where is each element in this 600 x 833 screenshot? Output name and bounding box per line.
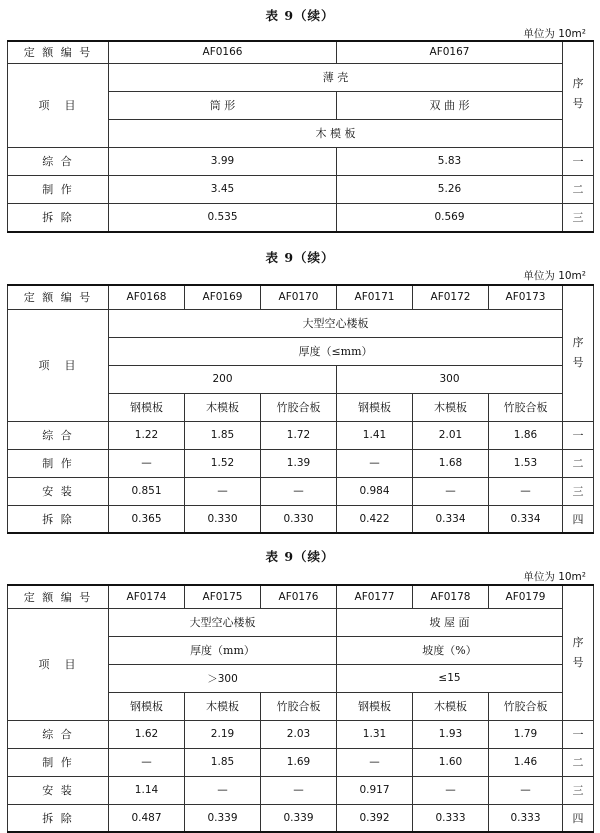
value-cell: 0.330 [261,505,337,533]
header-material: 竹胶合板 [489,692,563,720]
seq-cell: 一 [563,147,594,175]
row-name: 安 装 [8,477,109,505]
header-material: 竹胶合板 [489,393,563,421]
value-cell: 1.62 [109,720,185,748]
row-name: 制 作 [8,175,109,203]
value-cell: 0.334 [413,505,489,533]
value-cell: — [185,477,261,505]
table2 [7,284,594,534]
value-cell: 0.851 [109,477,185,505]
value-cell: 0.392 [337,804,413,832]
code-cell: AF0169 [185,285,261,309]
value-cell: 0.487 [109,804,185,832]
value-cell: 0.917 [337,776,413,804]
header-material: 钢模板 [337,692,413,720]
table3-caption: 表 9（续） [265,549,335,564]
row-name: 综 合 [8,421,109,449]
code-label: 定 额 编 号 [8,585,109,608]
seq-cell: 一 [563,720,594,748]
code-cell: AF0176 [261,585,337,608]
value-cell: — [413,776,489,804]
seq-cell: 四 [563,804,594,832]
value-cell: 1.68 [413,449,489,477]
header-material: 木模板 [413,692,489,720]
seq-cell: 二 [563,175,594,203]
seq-cell: 二 [563,449,594,477]
row-name: 安 装 [8,776,109,804]
value-cell: 1.79 [489,720,563,748]
header-material: 竹胶合板 [261,692,337,720]
value-cell: 0.334 [489,505,563,533]
value-cell: — [337,748,413,776]
row-name: 拆 除 [8,203,109,232]
seq-cell: 四 [563,505,594,533]
value-cell: — [337,449,413,477]
seq-label: 序号 [572,336,584,370]
seq-cell: 二 [563,748,594,776]
seq-cell: 三 [563,477,594,505]
value-cell: 1.31 [337,720,413,748]
code-cell: AF0174 [109,585,185,608]
value-cell: 0.535 [109,203,337,232]
value-cell: 1.86 [489,421,563,449]
row-name: 拆 除 [8,804,109,832]
value-cell: 0.365 [109,505,185,533]
seq-cell: 三 [563,203,594,232]
value-cell: 2.03 [261,720,337,748]
value-cell: 1.22 [109,421,185,449]
header-material: 木 模 板 [109,119,563,147]
code-cell: AF0168 [109,285,185,309]
row-name: 拆 除 [8,505,109,533]
value-cell: 1.52 [185,449,261,477]
header-material: 木模板 [185,393,261,421]
item-label: 项 目 [8,63,109,147]
value-cell: 3.99 [109,147,337,175]
header-subtype: 筒 形 [109,91,337,119]
value-cell: 0.339 [261,804,337,832]
header-thickness: 厚度（≤mm） [109,337,563,365]
header-material: 钢模板 [337,393,413,421]
table1-caption: 表 9（续） [265,8,335,23]
value-cell: 0.333 [489,804,563,832]
header-material: 钢模板 [109,692,185,720]
value-cell: 1.14 [109,776,185,804]
table1 [7,40,594,233]
seq-header [563,285,594,421]
value-cell: — [109,449,185,477]
code-cell: AF0171 [337,285,413,309]
value-cell: 1.72 [261,421,337,449]
code-cell: AF0166 [109,41,337,63]
value-cell: 1.39 [261,449,337,477]
value-cell: — [413,477,489,505]
value-cell: — [489,477,563,505]
header-type: 坡 屋 面 [337,608,563,636]
header-material: 钢模板 [109,393,185,421]
value-cell: 3.45 [109,175,337,203]
row-name: 综 合 [8,720,109,748]
item-label: 项 目 [8,608,109,720]
header-slope: 坡度（%） [337,636,563,664]
value-cell: 5.83 [337,147,563,175]
value-cell: 0.984 [337,477,413,505]
code-cell: AF0170 [261,285,337,309]
item-label: 项 目 [8,309,109,421]
code-label: 定 额 编 号 [8,285,109,309]
header-thickness-value: 200 [109,365,337,393]
header-thickness-value: 300 [337,365,563,393]
header-slope-value: ≤15 [337,664,563,692]
value-cell: 1.53 [489,449,563,477]
code-cell: AF0178 [413,585,489,608]
value-cell: 2.01 [413,421,489,449]
value-cell: — [109,748,185,776]
seq-cell: 三 [563,776,594,804]
header-type: 大型空心楼板 [109,309,563,337]
value-cell: 1.46 [489,748,563,776]
header-type: 薄 壳 [109,63,563,91]
table3 [7,584,594,833]
header-thickness-value: ＞300 [109,664,337,692]
row-name: 综 合 [8,147,109,175]
table3-unit: 单位为 10m² [523,571,586,583]
table2-unit: 单位为 10m² [523,270,586,282]
header-material: 木模板 [413,393,489,421]
code-cell: AF0172 [413,285,489,309]
header-type: 大型空心楼板 [109,608,337,636]
value-cell: 2.19 [185,720,261,748]
value-cell: — [261,776,337,804]
value-cell: 0.330 [185,505,261,533]
value-cell: — [261,477,337,505]
value-cell: 1.41 [337,421,413,449]
seq-label: 序号 [572,635,584,669]
value-cell: 5.26 [337,175,563,203]
code-cell: AF0177 [337,585,413,608]
value-cell: 0.339 [185,804,261,832]
seq-cell: 一 [563,421,594,449]
header-thickness: 厚度（mm） [109,636,337,664]
code-label: 定 额 编 号 [8,41,109,63]
value-cell: 1.60 [413,748,489,776]
row-name: 制 作 [8,748,109,776]
value-cell: 1.69 [261,748,337,776]
value-cell: 1.85 [185,421,261,449]
value-cell: — [185,776,261,804]
code-cell: AF0167 [337,41,563,63]
value-cell: 1.85 [185,748,261,776]
seq-header [563,41,594,147]
seq-label: 序号 [572,77,584,111]
table1-unit: 单位为 10m² [523,28,586,40]
value-cell: 0.422 [337,505,413,533]
code-cell: AF0173 [489,285,563,309]
seq-header [563,585,594,720]
value-cell: 0.569 [337,203,563,232]
code-cell: AF0179 [489,585,563,608]
value-cell: — [489,776,563,804]
table2-caption: 表 9（续） [265,250,335,265]
header-subtype: 双 曲 形 [337,91,563,119]
row-name: 制 作 [8,449,109,477]
header-material: 木模板 [185,692,261,720]
value-cell: 0.333 [413,804,489,832]
value-cell: 1.93 [413,720,489,748]
code-cell: AF0175 [185,585,261,608]
header-material: 竹胶合板 [261,393,337,421]
